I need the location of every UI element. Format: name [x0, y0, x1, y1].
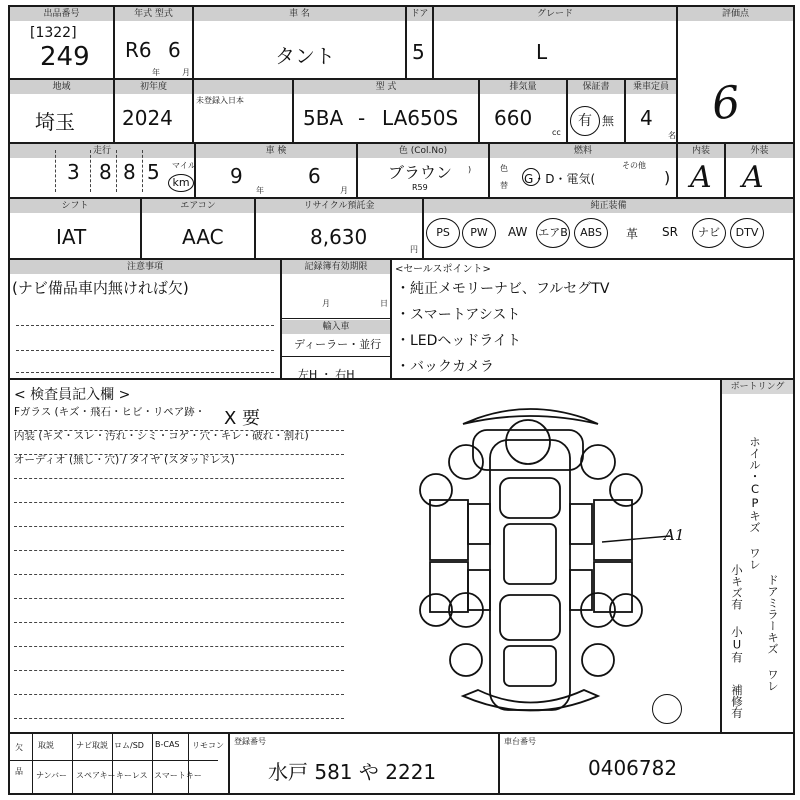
- reg-number-label: 登録番号: [234, 737, 266, 746]
- lot-header: 出品番号: [10, 7, 113, 21]
- door-rear-right: [594, 562, 632, 612]
- chassis-top-header: ボートリング: [722, 380, 793, 394]
- b7: [498, 732, 500, 795]
- region-value: 埼玉: [35, 110, 75, 134]
- score-header: 評価点: [678, 7, 793, 21]
- side-note-fourth: 補修有: [730, 684, 744, 719]
- door-count: 5: [412, 40, 425, 64]
- parts-bcas: B-CAS: [155, 740, 180, 749]
- sales-point-item: ・バックカメラ: [396, 359, 494, 375]
- blank-header: [194, 80, 292, 94]
- recycle-header: リサイクル預託金: [256, 199, 422, 213]
- displacement-header: 排気量: [480, 80, 566, 94]
- row6-bottom: [8, 732, 795, 734]
- doors-header: ドア: [407, 7, 432, 21]
- v1: [113, 5, 115, 142]
- parts-mid: [8, 760, 218, 761]
- car-body-outline: [490, 440, 570, 710]
- firstreg-header: 初年度: [115, 80, 192, 94]
- equipment-aw: AW: [508, 225, 528, 239]
- equipment-sr: SR: [662, 225, 678, 239]
- mileage-header: 走行: [10, 144, 194, 158]
- side-note-main: ホイル・CPキズ ワレ: [748, 436, 762, 570]
- color-header: 色 (Col.No): [358, 144, 488, 158]
- sales-points-header: <セールスポイント>: [395, 264, 491, 275]
- inspector-dash-line: [14, 694, 344, 695]
- inspector-dash-line: [14, 430, 344, 431]
- equipment-革: 革: [626, 227, 639, 241]
- year-header: 年式 型式: [115, 7, 192, 21]
- grade-value: L: [536, 40, 548, 64]
- frame-bottom: [8, 793, 795, 795]
- parts-keyless: キーレス: [116, 771, 148, 780]
- interior-header: 内装: [678, 144, 724, 158]
- first-reg-year: 2024: [122, 106, 173, 130]
- v21: [720, 378, 722, 732]
- shift-header: シフト: [10, 199, 140, 213]
- exterior-header: 外装: [726, 144, 793, 158]
- equipment-pw: PW: [462, 218, 496, 248]
- sales-point-item: ・LEDヘッドライト: [396, 333, 522, 349]
- equipment-abs: ABS: [574, 218, 608, 248]
- roof: [504, 524, 556, 584]
- mileage-unit-miles: マイル: [172, 161, 196, 170]
- mileage-sep: [116, 150, 117, 192]
- window-rear-left: [468, 570, 490, 610]
- parts-remote: リモコン: [192, 741, 224, 750]
- import-header: 輸入車: [282, 320, 390, 334]
- car-diagram: [408, 400, 653, 725]
- wheel-side-left-rear: [420, 594, 452, 626]
- mileage-sep: [142, 150, 143, 192]
- equipment-ナビ: ナビ: [692, 218, 726, 248]
- exterior-grade: A: [742, 160, 764, 195]
- rear-window: [500, 595, 560, 640]
- inspector-dash-line: [14, 574, 344, 575]
- era-year: R6: [125, 38, 152, 62]
- mileage-digit: 8: [123, 160, 136, 184]
- sales-point-item: ・純正メモリーナビ、フルセグTV: [396, 281, 610, 297]
- lot-number: 249: [40, 42, 90, 72]
- month-unit: 月: [182, 68, 190, 77]
- side-note-third-b: 小U有: [730, 626, 744, 663]
- color-bracket: ): [468, 165, 472, 174]
- inspection-month-unit: 月: [340, 186, 348, 195]
- wheel-front-left: [449, 445, 483, 479]
- seats-header: 乗車定員: [626, 80, 676, 94]
- displacement-value: 660: [494, 106, 533, 130]
- color-change-2: 替: [500, 181, 508, 190]
- b5: [188, 732, 189, 795]
- shift-value: IAT: [56, 225, 87, 249]
- mileage-unit-km-circled: km: [168, 174, 194, 192]
- equipment-header: 純正装備: [424, 199, 793, 213]
- b4: [152, 732, 153, 795]
- mileage-digit: 5: [147, 160, 160, 184]
- vehicle-name: タント: [275, 44, 335, 68]
- notes-header: 注意事項: [10, 260, 280, 274]
- lot-bracket: [1322]: [30, 25, 77, 41]
- record-month-unit: 月: [322, 299, 330, 308]
- parts-spare-key: スペアキー: [76, 771, 116, 780]
- grade-header: グレード: [434, 7, 676, 21]
- cc-unit: cc: [552, 128, 561, 137]
- ac-header: エアコン: [142, 199, 254, 213]
- equipment-dtv: DTV: [730, 218, 764, 248]
- color-name: ブラウン: [388, 163, 453, 182]
- inspector-dash-line: [14, 550, 344, 551]
- parts-side-1: 欠: [15, 743, 23, 752]
- diagram-mark-a1: A1: [664, 526, 685, 544]
- warranty-header: 保証書: [568, 80, 624, 94]
- inspector-dash-line: [14, 478, 344, 479]
- handle-side: 左H ・ 右H: [298, 368, 355, 381]
- wheel-bottom-left: [450, 644, 482, 676]
- interior-grade: A: [690, 160, 712, 195]
- inspection-month: 6: [308, 164, 321, 188]
- mileage-digit: 3: [67, 160, 80, 184]
- car-rear-bumper-shape: [463, 690, 598, 711]
- b3: [112, 732, 113, 795]
- inspector-dash-line: [14, 454, 344, 455]
- mileage-digit: 8: [99, 160, 112, 184]
- inspection-header: 車 検: [196, 144, 356, 158]
- parts-side-2: 品: [15, 767, 23, 776]
- color-change-1: 色: [500, 164, 508, 173]
- color-code: R59: [412, 183, 428, 192]
- record-day-unit: 日: [380, 299, 388, 308]
- v20: [390, 258, 392, 378]
- equipment-ps: PS: [426, 218, 460, 248]
- chassis-number-label: 車台番号: [504, 737, 536, 746]
- ac-value: AAC: [182, 225, 224, 249]
- car-front-bumper-shape: [463, 409, 598, 424]
- wheel-side-left-front: [420, 474, 452, 506]
- yen-unit: 円: [410, 245, 418, 254]
- inspector-dash-line: [14, 526, 344, 527]
- spare-tire-circle: [652, 694, 682, 724]
- region-header: 地域: [10, 80, 113, 94]
- inspector-dash-line: [14, 646, 344, 647]
- car-top-circle: [506, 420, 550, 464]
- inspector-dash-line: [14, 670, 344, 671]
- warranty-no: 無: [602, 114, 615, 128]
- inspector-line: Fガラス (キズ・飛石・ヒビ・リペア跡・: [14, 406, 206, 418]
- warranty-yes-circled: 有: [570, 106, 600, 136]
- sales-point-item: ・スマートアシスト: [396, 307, 521, 323]
- b2: [72, 732, 73, 795]
- inspector-dash-line: [14, 718, 344, 719]
- row5-bottom: [8, 378, 795, 380]
- h-rec1: [280, 318, 390, 319]
- glass-mark: X 要: [224, 408, 261, 429]
- fuel-header: 燃料: [490, 144, 676, 158]
- year-unit: 年: [152, 68, 160, 77]
- fuel-gasoline-circle: [522, 168, 540, 186]
- side-note-second: ドアミラーキズ ワレ: [766, 574, 780, 692]
- mileage-sep: [90, 150, 91, 192]
- model-code: LA650S: [382, 106, 459, 130]
- inspector-dash-line: [14, 502, 344, 503]
- registration-number: 水戸 581 や 2221: [268, 760, 437, 784]
- seats-value: 4: [640, 106, 653, 130]
- wheel-front-right: [581, 445, 615, 479]
- window-rear-right: [570, 570, 592, 610]
- frame-left: [8, 5, 10, 795]
- model-prefix: 5BA: [303, 106, 344, 130]
- model-dash: -: [358, 106, 366, 130]
- trunk: [504, 646, 556, 686]
- equipment-エアb: エアB: [536, 218, 570, 248]
- parts-rom-sd: ロム/SD: [114, 741, 144, 750]
- model-header: 型 式: [294, 80, 478, 94]
- window-front-left: [468, 504, 490, 544]
- chassis-number: 0406782: [588, 756, 678, 780]
- score-value: 6: [709, 76, 743, 131]
- name-header: 車 名: [194, 7, 405, 21]
- parts-plate: ナンバー: [36, 771, 68, 780]
- seats-unit: 名: [668, 131, 676, 140]
- inspector-dash-line: [14, 598, 344, 599]
- b6: [228, 732, 230, 795]
- wheel-bottom-right: [582, 644, 614, 676]
- frame-right: [793, 5, 795, 795]
- year-month: 6: [168, 38, 181, 62]
- side-note-third-a: 小キズ有: [730, 564, 744, 610]
- fuel-close: ): [664, 168, 671, 187]
- parts-nav-manual: ナビ取説: [76, 741, 108, 750]
- notes-text: (ナビ備品車内無ければ欠): [12, 279, 189, 297]
- window-front-right: [570, 504, 592, 544]
- equipment-row: [424, 216, 793, 252]
- windshield: [500, 478, 560, 518]
- parts-smart-key: スマートキー: [154, 771, 202, 780]
- inspector-line: 内装 (キズ・スレ・汚れ・シミ・コゲ・穴・キレ・破れ・割れ): [14, 430, 309, 442]
- recycle-fee: 8,630: [310, 225, 368, 249]
- inspector-line: オーディオ (無し・穴) / タイヤ (スタッドレス): [14, 454, 235, 466]
- fuel-options: G・D・電気(: [524, 172, 596, 186]
- parts-manual: 取説: [38, 741, 54, 750]
- first-reg-note: 未登録入日本: [196, 96, 244, 105]
- h-rec2: [280, 356, 390, 357]
- inspection-year: 9: [230, 164, 243, 188]
- inspection-year-unit: 年: [256, 186, 264, 195]
- v5: [676, 5, 678, 142]
- notes-line: [16, 350, 274, 351]
- notes-line: [16, 372, 274, 373]
- mileage-sep: [55, 150, 56, 192]
- b1: [32, 732, 33, 795]
- door-front-left: [430, 500, 468, 560]
- inspector-header: < 検査員記入欄 >: [14, 387, 131, 403]
- wheel-side-right-front: [610, 474, 642, 506]
- recordbook-header: 記録簿有効期限: [282, 260, 390, 274]
- fuel-other-label: その他: [622, 161, 646, 170]
- import-dealer: ディーラー・並行: [294, 338, 382, 351]
- notes-line: [16, 325, 274, 326]
- inspector-dash-line: [14, 622, 344, 623]
